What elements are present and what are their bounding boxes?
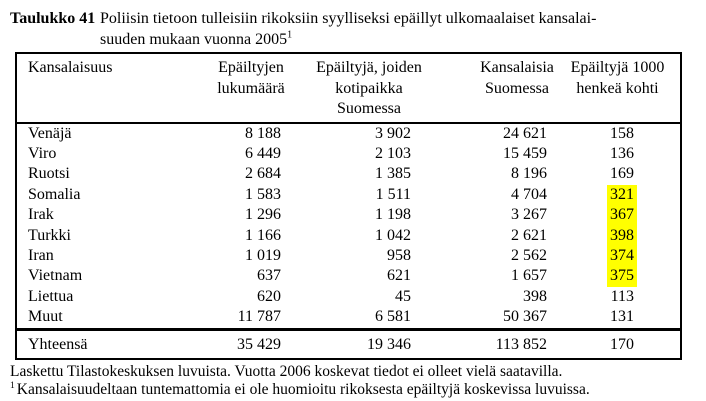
- cell-citizens: 4 704: [511, 185, 547, 203]
- cell-suspects: 637: [257, 267, 281, 285]
- cell-country: Vietnam: [28, 267, 83, 285]
- cell-domiciled: 958: [387, 246, 411, 264]
- per1000-value: 131: [610, 308, 634, 326]
- cell-country: Iran: [28, 246, 54, 264]
- cell-country: Irak: [28, 206, 54, 224]
- header-line: Kansalaisuus: [28, 59, 113, 76]
- cell-country: Turkki: [28, 226, 71, 244]
- table-row: [16, 185, 681, 205]
- cell-country: Liettua: [28, 287, 74, 305]
- cell-suspects: 1 019: [245, 246, 281, 264]
- table-row: [16, 205, 681, 225]
- cell-citizens: 8 196: [511, 165, 547, 183]
- cell-per1000: [561, 287, 681, 307]
- cell-suspects: 1 296: [245, 206, 281, 224]
- cell-citizens: 50 367: [503, 308, 547, 326]
- table-row: [16, 144, 681, 164]
- cell-country: Venäjä: [28, 124, 72, 142]
- total-row: [16, 329, 681, 359]
- cell-per1000: [561, 205, 681, 225]
- header-line: lukumäärä: [217, 79, 285, 97]
- cell-domiciled: 621: [387, 267, 411, 285]
- cell-suspects: 620: [257, 287, 281, 305]
- title-footnote-marker: 1: [287, 29, 293, 41]
- title-line-1: Poliisin tietoon tulleisiin rikoksiin syylliseksi epäillyt ulkomaalaiset kansalai-: [100, 10, 597, 27]
- table-row: [16, 164, 681, 184]
- cell-per1000: [561, 144, 681, 164]
- header-row: [16, 53, 681, 123]
- footnotes: [10, 363, 706, 400]
- title-line-2: [100, 29, 596, 50]
- per1000-value-highlighted: 374: [607, 246, 637, 266]
- table-caption: [0, 0, 706, 50]
- cell-domiciled: 1 198: [375, 206, 411, 224]
- cell-per1000: [561, 123, 681, 144]
- table-row: [16, 123, 681, 144]
- per1000-value-highlighted: 321: [607, 185, 637, 205]
- per1000-value: 136: [610, 144, 634, 162]
- cell-total-label: Yhteensä: [16, 329, 186, 359]
- table-body: [16, 123, 681, 330]
- cell-domiciled: 45: [395, 287, 411, 305]
- header-line: Epäiltyjä 1000: [570, 59, 665, 76]
- table-footer: [16, 329, 681, 359]
- cell-per1000: [561, 226, 681, 246]
- cell-per1000: [561, 307, 681, 329]
- header-line: Kansalaisia: [480, 59, 554, 76]
- cell-total-citizens: 113 852: [431, 329, 561, 359]
- cell-domiciled: 2 103: [375, 144, 411, 162]
- cell-domiciled: 6 581: [375, 308, 411, 326]
- header-line: Suomessa: [485, 79, 549, 97]
- header-line: Epäiltyjen: [218, 59, 284, 76]
- cell-citizens: 2 562: [511, 246, 547, 264]
- per1000-value-highlighted: 398: [607, 226, 637, 246]
- cell-per1000: [561, 246, 681, 266]
- cell-total-per1000: [561, 329, 681, 359]
- cell-country: Somalia: [28, 185, 81, 203]
- table-row: [16, 307, 681, 329]
- cell-country: Muut: [28, 308, 63, 326]
- header-line: Epäiltyjä, joiden: [316, 59, 422, 76]
- col-header-kansalaisia-suomessa: [431, 53, 561, 123]
- per1000-value: 113: [610, 287, 634, 305]
- per1000-value: 169: [610, 165, 634, 183]
- cell-suspects: 8 188: [245, 124, 281, 142]
- header-line: henkeä kohti: [576, 79, 659, 97]
- cell-per1000: [561, 185, 681, 205]
- cell-citizens: 398: [523, 287, 547, 305]
- cell-citizens: 1 657: [511, 267, 547, 285]
- cell-domiciled: 3 902: [375, 124, 411, 142]
- header-line: kotipaikka: [335, 79, 403, 97]
- cell-citizens: 3 267: [511, 206, 547, 224]
- cell-suspects: 1 166: [245, 226, 281, 244]
- col-header-epailtyja-1000: [561, 53, 681, 123]
- cell-country: Viro: [28, 144, 57, 162]
- col-header-kotipaikka-suomessa: [301, 53, 431, 123]
- footnote-1-marker: 1: [10, 380, 15, 391]
- title-line-2-text: suuden mukaan vuonna 2005: [100, 31, 288, 48]
- col-header-kansalaisuus: [16, 53, 186, 123]
- cell-domiciled: 1 385: [375, 165, 411, 183]
- cell-suspects: 6 449: [245, 144, 281, 162]
- table-row: [16, 246, 681, 266]
- table-number-label: Taulukko 41: [10, 10, 96, 27]
- cell-per1000: [561, 266, 681, 286]
- col-header-epailtyjen-lukumaara: [186, 53, 301, 123]
- cell-citizens: 15 459: [503, 144, 547, 162]
- cell-country: Ruotsi: [28, 165, 70, 183]
- footnote-1-text: Kansalaisuudeltaan tuntemattomia ei ole huomioitu rikoksesta epäiltyjä koskevissa luvuissa.: [16, 381, 590, 399]
- cell-citizens: 24 621: [503, 124, 547, 142]
- table-row: [16, 226, 681, 246]
- cell-citizens: 2 621: [511, 226, 547, 244]
- per1000-value: 158: [610, 124, 634, 142]
- footnote-source-line: Laskettu Tilastokeskuksen luvuista. Vuotta 2006 koskevat tiedot ei olleet vielä saatavilla.: [10, 362, 563, 380]
- table-row: [16, 266, 681, 286]
- header-line: Suomessa: [337, 100, 401, 117]
- cell-per1000: [561, 164, 681, 184]
- cell-total-domiciled: 19 346: [301, 329, 431, 359]
- table-header: [16, 53, 681, 123]
- per1000-value-highlighted: 375: [607, 266, 637, 286]
- cell-domiciled: 1 042: [375, 226, 411, 244]
- cell-suspects: 2 684: [245, 165, 281, 183]
- per1000-value-highlighted: 367: [607, 205, 637, 225]
- per1000-total-value: 170: [610, 335, 634, 353]
- table-title-text: [100, 8, 596, 50]
- statistics-table: [15, 52, 682, 360]
- footnote-1: [10, 381, 706, 400]
- cell-suspects: 11 787: [237, 308, 281, 326]
- table-row: [16, 287, 681, 307]
- cell-suspects: 1 583: [245, 185, 281, 203]
- cell-total-suspects: 35 429: [186, 329, 301, 359]
- cell-domiciled: 1 511: [375, 185, 411, 203]
